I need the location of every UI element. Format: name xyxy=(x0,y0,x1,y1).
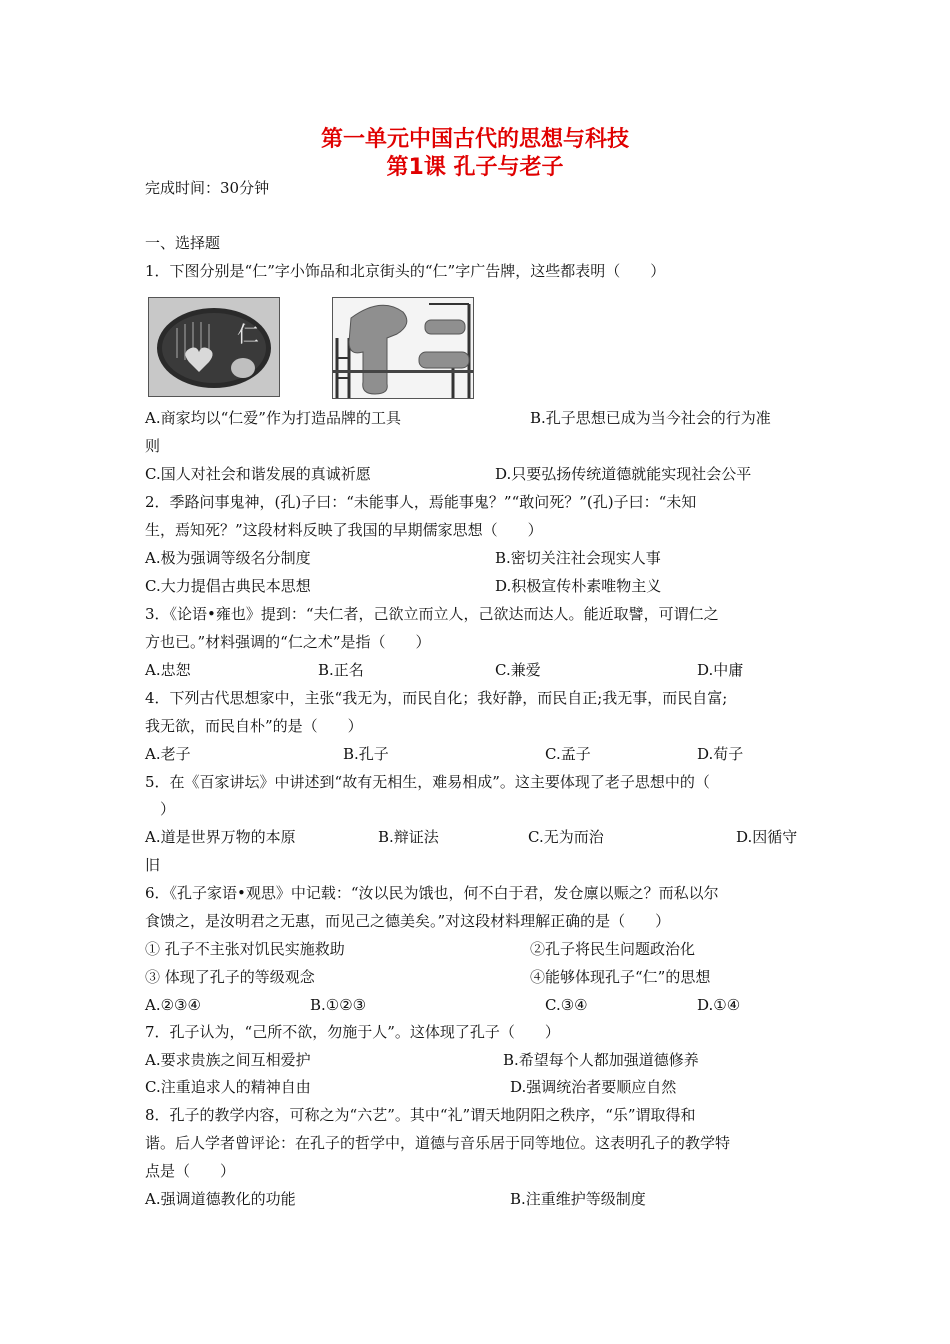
question-3-stem-line1: 3．《论语•雍也》提到：“夫仁者，己欲立而立人，己欲达而达人。能近取譬，可谓仁之 xyxy=(145,605,719,623)
question-2-stem-line2: 生，焉知死？”这段材料反映了我国的早期儒家思想（ ） xyxy=(145,521,543,539)
q5-option-d: D.因循守 xyxy=(736,828,798,846)
question-5-stem-line1: 5．在《百家讲坛》中讲述到“故有无相生，难易相成”。这主要体现了老子思想中的（ xyxy=(145,773,710,791)
q6-option-c: C.③④ xyxy=(545,996,588,1014)
q7-option-a: A.要求贵族之间互相爱护 xyxy=(145,1051,311,1069)
q4-option-d: D.荀子 xyxy=(697,745,744,763)
q3-option-c: C.兼爱 xyxy=(495,661,541,679)
question-6-stem-line1: 6．《孔子家语•观思》中记载：“汝以民为饿也，何不白于君，发仓廪以赈之？而私以尔 xyxy=(145,884,719,902)
q1-option-c: C.国人对社会和谐发展的真诚祈愿 xyxy=(145,465,371,483)
q3-option-b: B.正名 xyxy=(318,661,364,679)
question-7-stem: 7．孔子认为，“己所不欲，勿施于人”。这体现了孔子（ ） xyxy=(145,1023,560,1041)
unit-title: 第一单元中国古代的思想与科技 xyxy=(320,127,629,152)
q5-option-c: C.无为而治 xyxy=(528,828,604,846)
q7-option-d: D.强调统治者要顺应自然 xyxy=(510,1078,677,1096)
q4-option-c: C.孟子 xyxy=(545,745,591,763)
question-2-stem-line1: 2．季路问事鬼神，(孔)子曰：“未能事人，焉能事鬼？”“敢问死？”(孔)子曰：“未知 xyxy=(145,493,697,511)
q6-item-2: ②孔子将民生问题政治化 xyxy=(530,940,696,958)
q2-option-d: D.积极宣传朴素唯物主义 xyxy=(495,577,662,595)
q3-option-d: D.中庸 xyxy=(697,661,744,679)
question-4-stem-line2: 我无欲，而民自朴”的是（ ） xyxy=(145,717,363,735)
question-8-stem-line2: 谐。后人学者曾评论：在孔子的哲学中，道德与音乐居于同等地位。这表明孔子的教学特 xyxy=(145,1134,731,1152)
q6-item-4: ④能够体现孔子“仁”的思想 xyxy=(530,968,711,986)
question-1-stem: 1．下图分别是“仁”字小饰品和北京街头的“仁”字广告牌，这些都表明（ ） xyxy=(145,262,666,280)
q1-option-a: A.商家均以“仁爱”作为打造品牌的工具 xyxy=(145,409,401,427)
q6-option-d: D.①④ xyxy=(697,996,741,1014)
q1-option-b-wrap: 则 xyxy=(145,437,161,455)
ren-billboard-image xyxy=(332,297,474,399)
q1-option-b: B.孔子思想已成为当今社会的行为准 xyxy=(530,409,771,427)
ornament-char: 仁 xyxy=(237,323,260,348)
question-8-stem-line3: 点是（ ） xyxy=(145,1162,236,1180)
q1-option-d: D.只要弘扬传统道德就能实现社会公平 xyxy=(495,465,752,483)
q8-option-b: B.注重维护等级制度 xyxy=(510,1190,646,1208)
q8-option-a: A.强调道德教化的功能 xyxy=(145,1190,296,1208)
q6-item-3: ③ 体现了孔子的等级观念 xyxy=(145,968,315,986)
q6-item-1: ① 孔子不主张对饥民实施救助 xyxy=(145,940,345,958)
q4-option-b: B.孔子 xyxy=(343,745,389,763)
question-3-stem-line2: 方也已。”材料强调的“仁之术”是指（ ） xyxy=(145,633,431,651)
q4-option-a: A.老子 xyxy=(145,745,191,763)
q2-option-c: C.大力提倡古典民本思想 xyxy=(145,577,311,595)
q7-option-c: C.注重追求人的精神自由 xyxy=(145,1078,311,1096)
ren-ornament-image xyxy=(148,297,280,397)
q2-option-b: B.密切关注社会现实人事 xyxy=(495,549,661,567)
q5-option-d-wrap: 旧 xyxy=(145,856,161,874)
q7-option-b: B.希望每个人都加强道德修养 xyxy=(503,1051,699,1069)
completion-time: 完成时间：30分钟 xyxy=(145,179,270,197)
question-6-stem-line2: 食馈之，是汝明君之无惠，而见己之德美矣。”对这段材料理解正确的是（ ） xyxy=(145,912,671,930)
lesson-title: 第1课 孔子与老子 xyxy=(386,155,564,180)
q6-option-b: B.①②③ xyxy=(310,996,367,1014)
q3-option-a: A.忠恕 xyxy=(145,661,191,679)
section-heading: 一、选择题 xyxy=(145,234,221,252)
q5-option-b: B.辩证法 xyxy=(378,828,439,846)
question-8-stem-line1: 8．孔子的教学内容，可称之为“六艺”。其中“礼”谓天地阴阳之秩序，“乐”谓取得和 xyxy=(145,1106,696,1124)
question-5-stem-line2: ） xyxy=(145,800,176,818)
q2-option-a: A.极为强调等级名分制度 xyxy=(145,549,311,567)
q5-option-a: A.道是世界万物的本原 xyxy=(145,828,296,846)
question-4-stem-line1: 4．下列古代思想家中，主张“我无为，而民自化；我好静，而民自正;我无事，而民自富; xyxy=(145,689,728,707)
q6-option-a: A.②③④ xyxy=(145,996,201,1014)
